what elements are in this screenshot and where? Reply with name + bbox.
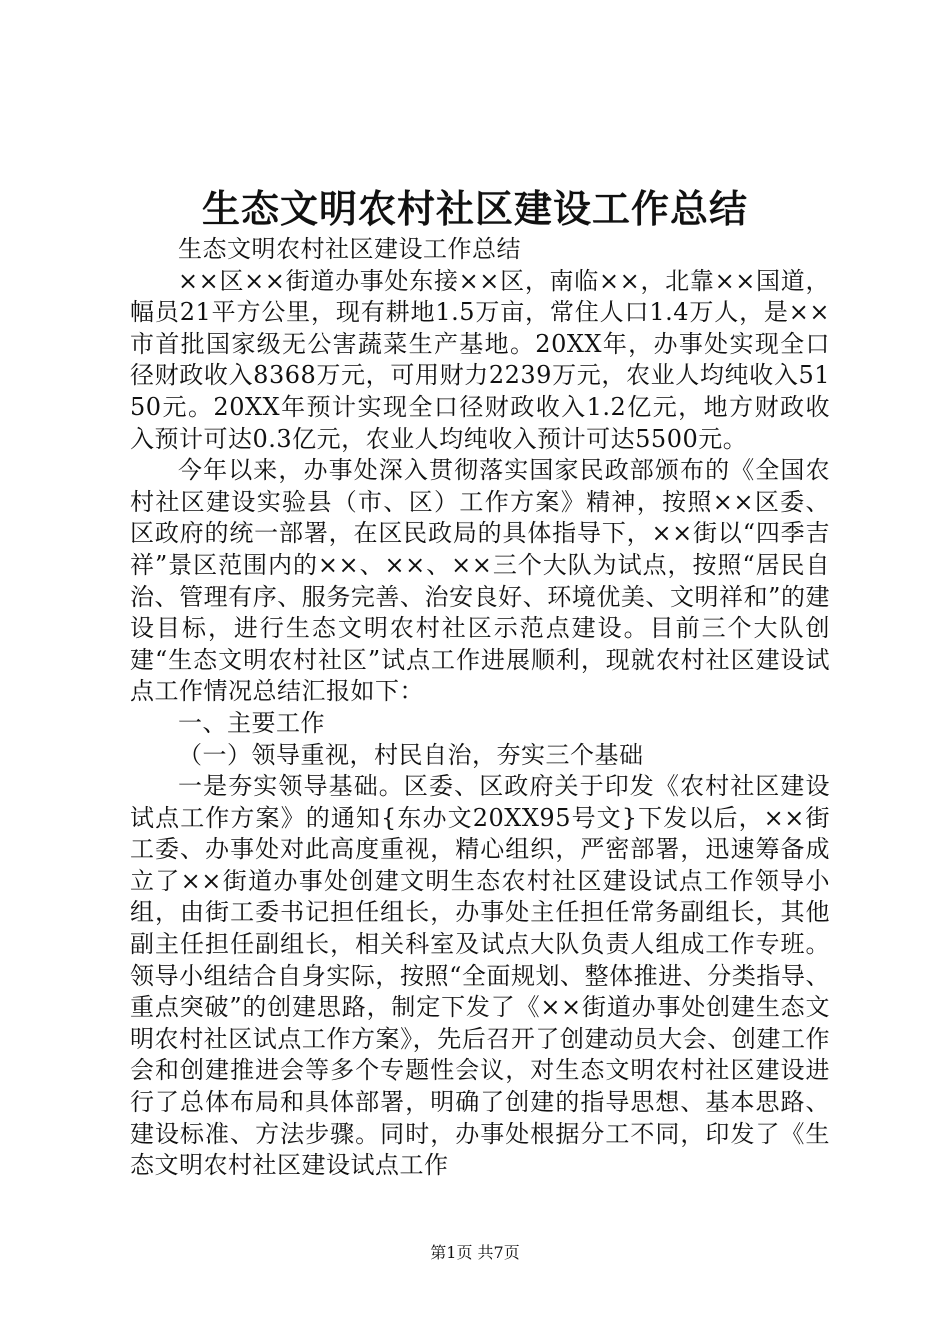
subtitle-paragraph: 生态文明农村社区建设工作总结 [178, 235, 521, 263]
page-footer: 第1页 共7页 [430, 1243, 520, 1262]
background-paragraph: 今年以来，办事处深入贯彻落实国家民政部颁布的《全国农村社区建设实验县（市、区）工作方案》精神，按照××区委、区政府的统一部署，在区民政局的具体指导下，××街以“四季吉祥”景区范围内的××、××、××三个大队为试点，按照“居民自治、管理有序、服务完善、治安良好、环境优美、文明祥和”的建设目标，进行生态文明农村社区示范点建设。目前三个大队创建“生态文明农村社区”试点工作进展顺利，现就农村社区建设试点工作情况总结汇报如下： [130, 456, 830, 706]
section-heading: 一、主要工作 [178, 708, 325, 737]
document-body [130, 234, 830, 1182]
overview-paragraph: ××区××街道办事处东接××区，南临××，北靠××国道，幅员21平方公里，现有耕地1.5万亩，常住人口1.4万人，是××市首批国家级无公害蔬菜生产基地。20XX年，办事处实现全口径财政收入8368万元，可用财力2239万元，农业人均纯收入5150元。20XX年预计实现全口径财政收入1.2亿元，地方财政收入预计可达0.3亿元，农业人均纯收入预计可达5500元。 [130, 266, 830, 453]
leadership-paragraph: 一是夯实领导基础。区委、区政府关于印发《农村社区建设试点工作方案》的通知{东办文20XX95号文}下发以后，××街工委、办事处对此高度重视，精心组织，严密部署，迅速筹备成立了××街道办事处创建文明生态农村社区建设试点工作领导小组，由街工委书记担任组长，办事处主任担任常务副组长，其他副主任担任副组长，相关科室及试点大队负责人组成工作专班。领导小组结合自身实际，按照“全面规划、整体推进、分类指导、重点突破”的创建思路，制定下发了《××街道办事处创建生态文明农村社区试点工作方案》，先后召开了创建动员大会、创建工作会和创建推进会等多个专题性会议，对生态文明农村社区建设进行了总体布局和具体部署，明确了创建的指导思想、基本思路、建设标准、方法步骤。同时，办事处根据分工不同，印发了《生态文明农村社区建设试点工作 [130, 772, 830, 1180]
subsection-heading: （一）领导重视，村民自治，夯实三个基础 [178, 740, 644, 769]
document-title: 生态文明农村社区建设工作总结 [201, 186, 748, 231]
